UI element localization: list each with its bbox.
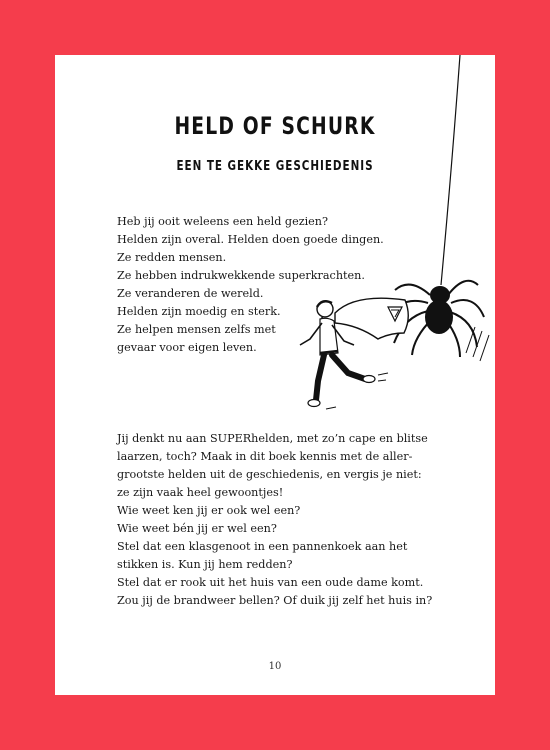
text-line: Helden zijn moedig en sterk. [117,305,281,318]
text-line: Heb jij ooit weleens een held gezien? [117,215,328,228]
text-line: Wie weet bén jij er wel een? [117,522,277,535]
page-title: HELD OF SCHURK [174,112,376,140]
body-paragraph [117,430,432,610]
intro-paragraph [117,213,384,357]
text-line: Ze helpen mensen zelfs met [117,323,276,336]
text-line: Zou jij de brandweer bellen? Of duik jij zelf het huis in? [117,594,433,607]
text-line: Stel dat een klasgenoot in een pannenkoek aan het [117,540,408,553]
text-line: Stel dat er rook uit het huis van een oude dame komt. [117,576,424,589]
text-line: Wie weet ken jij er ook wel een? [117,504,301,517]
page-number: 10 [268,661,282,672]
text-line: Ze hebben indrukwekkende superkrachten. [117,269,365,282]
text-line: laarzen, toch? Maak in dit boek kennis met de aller- [117,450,413,463]
text-line: Ze redden mensen. [117,251,227,264]
text-line: Helden zijn overal. Helden doen goede dingen. [117,233,384,246]
text-line: gevaar voor eigen leven. [117,341,257,354]
text-line: ze zijn vaak heel gewoontjes! [117,486,284,499]
book-page [55,55,495,695]
text-line: grootste helden uit de geschiedenis, en vergis je niet: [117,468,422,481]
page-subtitle: EEN TE GEKKE GESCHIEDENIS [176,159,374,174]
text-line: Ze veranderen de wereld. [117,287,264,300]
text-line: Jij denkt nu aan SUPERhelden, met zo’n cape en blitse [117,432,428,445]
text-line: stikken is. Kun jij hem redden? [117,558,293,571]
